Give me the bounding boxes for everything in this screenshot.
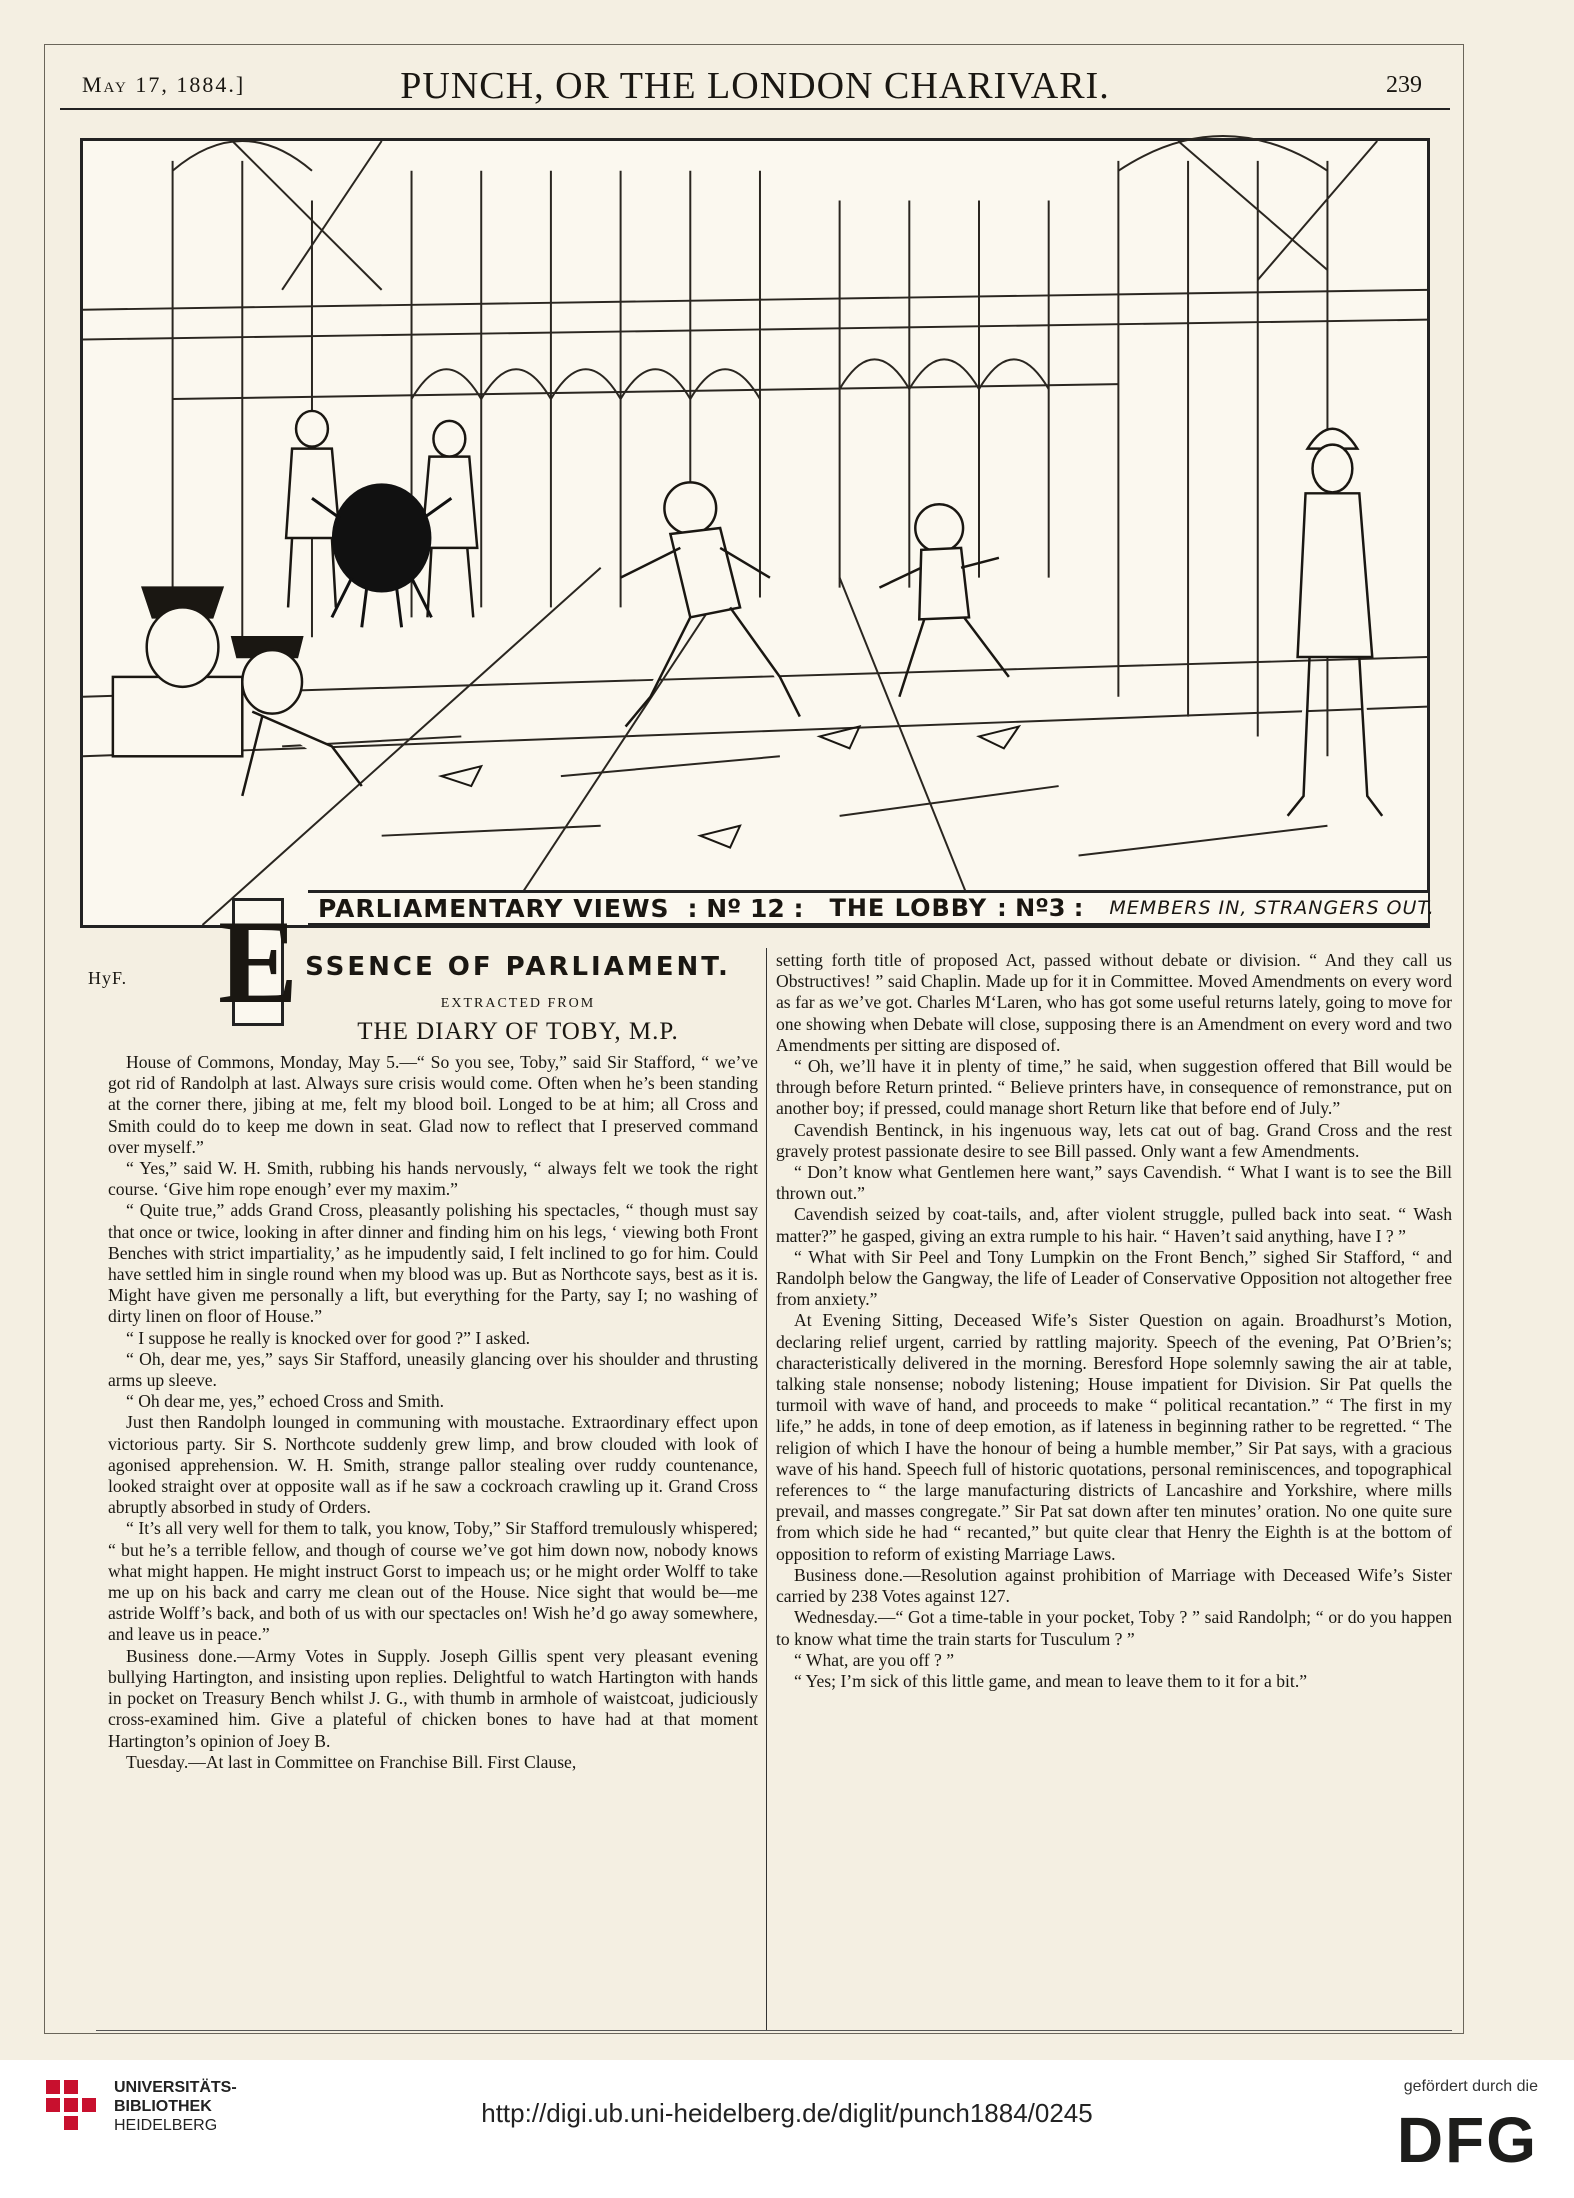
cartoon-series-title: PARLIAMENTARY VIEWS [318, 893, 670, 923]
cartoon-note: MEMBERS IN, STRANGERS OUT. [1109, 897, 1435, 919]
digitization-footer [0, 2060, 1574, 2198]
decorated-initial: E [217, 895, 299, 1028]
paragraph: “ Quite true,” adds Grand Cross, pleasantly polishing his spectacles, “ though must say that once or twice, looking in after dinner and finding him on his legs, ‘ viewing both Front Benches with strict impartiality,’ as he impudently said, I felt inclined to go for him. Could have settled him in single round when my blood was up. But as Northcote says, best as it is. Might have given me personally a lift, but everything for the Party, say I; no washing of dirty linen on floor of House.” [108, 1200, 758, 1327]
cartoon-illustration [80, 138, 1430, 928]
paragraph: “ Oh dear me, yes,” echoed Cross and Smith. [126, 1391, 445, 1412]
university-line: HEIDELBERG [114, 2117, 218, 2134]
paragraph: Tuesday.—At last in Committee on Franchise Bill. First Clause, [126, 1751, 577, 1772]
paragraph: Business done.—Army Votes in Supply. Joseph Gillis spent very pleasant evening bullying Hartington, and insisting upon replies. Delightful to watch Hartington with hands in pocket on Treasury Bench whilst J. G., with thumb in armhole of waistcoat, judiciously cross-examined him. Give a plateful of chicken bones to have had at that moment Hartington’s opinion of Joey B. [108, 1645, 758, 1751]
paragraph: setting forth title of proposed Act, passed without debate or division. “ And they call us Obstructives! ” said Chaplin. Made up for it in Committee. Moved Amendments on every word as far as we’ve got. Charles M‘Laren, who has got some useful returns lately, going to move for one showing when Debate will close, supposing there is an Amendment on every word and two Amendments per sitting are disposed of. [776, 950, 1452, 1055]
lobby-drawing [83, 141, 1427, 925]
paragraph: “ Don’t know what Gentlemen here want,” says Cavendish. “ What I want is to see the Bill thrown out.” [776, 1162, 1452, 1204]
cartoon-series-number: : Nº 12 : [687, 893, 804, 923]
cartoon-subtitle: THE LOBBY [829, 894, 988, 922]
university-line: UNIVERSITÄTS- [114, 2079, 237, 2096]
left-column [108, 1052, 758, 1773]
paragraph: “ I suppose he really is knocked over for good ?” I asked. [126, 1327, 531, 1348]
paragraph: “ Oh, we’ll have it in plenty of time,” he said, when suggestion offered that Bill would be through before Return printed. “ Believe printers have, in consequence of remonstrance, put on another boy; if pressed, could manage short Return like that before end of July.” [776, 1056, 1452, 1119]
running-head [60, 58, 1450, 110]
university-line: BIBLIOTHEK [114, 2098, 212, 2115]
publication-title: PUNCH, OR THE LONDON CHARIVARI. [400, 65, 1110, 107]
paragraph: “ It’s all very well for them to talk, you know, Toby,” Sir Stafford tremulously whispered; “ but he’s a terrible fellow, and though of course we’ve got him down now, nobody knows what might happen. He might instruct Gorst to impeach us; or he might order Wolff to take me up on his back and carry me clean out of the House. Nice sight that would be—me astride Wolff’s back, and both of us with our spectacles on! Wish he’d go away somewhere, and leave us in peace.” [108, 1518, 758, 1645]
paragraph: “ Yes; I’m sick of this little game, and mean to leave them to it for a bit.” [794, 1670, 1308, 1691]
right-column [776, 950, 1452, 1692]
paragraph: “ Yes,” said W. H. Smith, rubbing his hands nervously, “ always felt we took the right course. ‘Give him rope enough’ ever my maxim.” [108, 1158, 758, 1200]
page-number: 239 [1386, 72, 1422, 98]
cartoon-subtitle-number: : Nº3 : [997, 894, 1084, 922]
column-divider [766, 948, 767, 2030]
paragraph: Cavendish Bentinck, in his ingenuous way, lets cat out of bag. Grand Cross and the rest gravely protest passionate desire to see Bill passed. Only want a few Amendments. [776, 1119, 1452, 1161]
paragraph: “ What with Sir Peel and Tony Lumpkin on the Front Bench,” sighed Sir Stafford, “ and Randolph below the Gangway, the life of Leader of Conservative Opposition not altogether free from anxiety.” [776, 1246, 1452, 1310]
article-heading: SSENCE OF PARLIAMENT. [305, 952, 731, 982]
paragraph: Business done.—Resolution against prohibition of Marriage with Deceased Wife’s Sister carried by 238 Votes against 127. [776, 1564, 1452, 1607]
paragraph: Just then Randolph lounged in communing with moustache. Extraordinary effect upon victorious party. Sir S. Northcote suddenly grew limp, and brow clouded with look of agonised apprehension. W. H. Smith, strange pallor stealing over ruddy countenance, looked straight over at opposite wall as if he saw a cockroach crawling up it. Grand Cross abruptly absorbed in study of Orders. [108, 1412, 758, 1518]
funded-by-label: gefördert durch die [1403, 2078, 1538, 2095]
bottom-rule [96, 2030, 1452, 2031]
paragraph: Wednesday.—“ Got a time-table in your pocket, Toby ? ” said Randolph; “ or do you happen to know what time the train starts for Tusculum ? ” [776, 1607, 1452, 1649]
paragraph: “ Oh, dear me, yes,” says Sir Stafford, uneasily glancing over his shoulder and thrusting arms up sleeve. [108, 1348, 758, 1391]
paragraph: Cavendish seized by coat-tails, and, after violent struggle, pulled back into seat. “ Wash matter?” he gasped, giving an extra rumple to his hair. “ Haven’t said anything, have I ? ” [776, 1204, 1452, 1246]
artist-monogram: HyF. [88, 968, 128, 988]
cartoon-caption [308, 890, 1435, 926]
paragraph: At Evening Sitting, Deceased Wife’s Sister Question on again. Broadhurst’s Motion, declaring relief urgent, carried by rattling majority. Speech of the evening, Pat O’Brien’s; characteristically delivered in the morning. Beresford Hope solemnly sawing the air at table, talking stale nonsense; nobody listening; House impatient for Division. Sir Pat quells the turmoil with wave of hand, and proceeds to make “ political recantation.” “ The first in my life,” he adds, in tone of deep emotion, as if lateness in beginning rather to be regretted. “ The religion of which I have the honour of being a humble member,” Sir Pat says, with a gracious wave of his hand. Speech full of historic quotations, personal reminiscences, and topographical references to “ the large manufacturing districts of Lancashire and Yorkshire, where mills prevail, and masses congregate.” Sir Pat sat down after ten minutes’ oration. No one quite sure from which side he had “ recanted,” but quite clear that Henry the Eighth is at the bottom of opposition to reform of existing Marriage Laws. [776, 1310, 1452, 1564]
issue-date: May 17, 1884.] [82, 72, 246, 97]
article-source: THE DIARY OF TOBY, M.P. [357, 1018, 679, 1045]
dfg-logo: DFG [1396, 2104, 1538, 2176]
paragraph: House of Commons, Monday, May 5.—“ So you see, Toby,” said Sir Stafford, “ we’ve got rid of Randolph at last. Always sure crisis would come. Often when he’s been standing at the corner there, jibing at me, felt my blood boil. Longed to be at him; all Cross and Smith could do to keep me down in seat. Glad now to reflect that I preserved command over myself.” [108, 1052, 758, 1157]
source-url-link[interactable]: http://digi.ub.uni-heidelberg.de/diglit/punch1884/0245 [481, 2098, 1093, 2128]
extracted-from: EXTRACTED FROM [440, 996, 596, 1011]
paragraph: “ What, are you off ? ” [794, 1649, 955, 1670]
